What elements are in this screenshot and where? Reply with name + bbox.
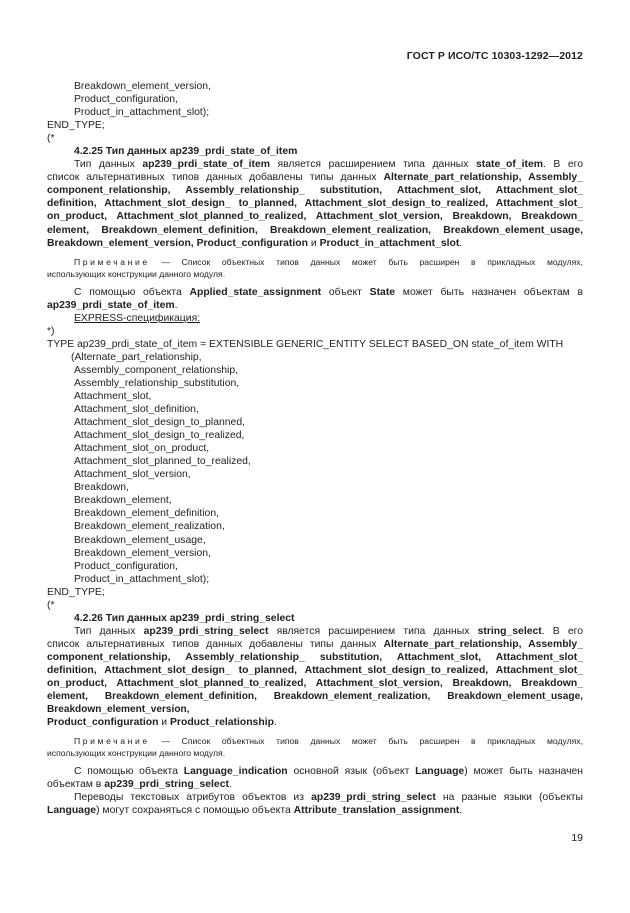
note-line: использующих конструкции данного модуля. — [47, 748, 226, 759]
code-line: Assembly_component_relationship, — [74, 364, 239, 376]
code-line: Breakdown_element, — [74, 495, 172, 507]
code-line: TYPE ap239_prdi_state_of_item = EXTENSIBLE GENERIC_ENTITY SELECT BASED_ON state_of_item WITH — [47, 338, 564, 350]
code-line: Product_in_attachment_slot); — [74, 107, 210, 119]
page-content — [47, 80, 583, 817]
section-heading: 4.2.26 Тип данных ap239_prdi_string_select — [74, 612, 295, 624]
code-line: Attachment_slot_version, — [74, 469, 191, 481]
paragraph-line: definition, Attachment_slot_design_ to_planned, Attachment_slot_design_to_realized, Attachment_slot_ — [47, 198, 583, 210]
code-line: END_TYPE; — [47, 120, 105, 132]
paragraph-line: С помощью объекта Language_indication основной язык (объект Language) может быть назначен — [74, 766, 584, 778]
code-line: Attachment_slot_design_to_planned, — [74, 417, 245, 429]
paragraph-line: on_product, Attachment_slot_planned_to_realized, Attachment_slot_version, Breakdown, Breakdown_ — [47, 211, 583, 223]
paragraph-line: Product_configuration и Product_relationship. — [47, 717, 277, 729]
code-line: Attachment_slot_definition, — [74, 404, 199, 416]
paragraph-line: ap239_prdi_state_of_item. — [47, 299, 178, 311]
code-line: Attachment_slot_design_to_realized, — [74, 430, 245, 442]
paragraph-line: element, Breakdown_element_definition, Breakdown_element_realization, Breakdown_element_usage, Breakdown_element_version, — [47, 691, 583, 716]
paragraph-line: объектам в ap239_prdi_string_select. — [47, 779, 232, 791]
paragraph-line: component_relationship, Assembly_relationship_ substitution, Attachment_slot, Attachment_slot_ — [47, 185, 583, 197]
paragraph-line: definition, Attachment_slot_design_ to_planned, Attachment_slot_design_to_realized, Attachment_slot_ — [47, 664, 583, 676]
note-line: использующих конструкции данного модуля. — [47, 268, 226, 279]
code-line: Attachment_slot_on_product, — [74, 443, 210, 455]
paragraph-line: Переводы текстовых атрибутов объектов из ap239_prdi_string_select на разные языки (объекты — [74, 792, 583, 804]
paragraph-line: Тип данных ap239_prdi_state_of_item является расширением типа данных state_of_item. В его — [74, 159, 583, 171]
express-label: EXPRESS-спецификация: — [74, 312, 201, 324]
code-line: END_TYPE; — [47, 586, 105, 598]
code-line: Breakdown_element_realization, — [74, 521, 225, 533]
code-line: Breakdown_element_version, — [74, 547, 211, 559]
section-heading: 4.2.25 Тип данных ap239_prdi_state_of_item — [74, 146, 298, 158]
paragraph-line: Breakdown_element_version, Product_configuration и Product_in_attachment_slot. — [47, 237, 463, 249]
code-line: (* — [47, 599, 55, 611]
code-line: (Alternate_part_relationship, — [71, 351, 202, 363]
paragraph-line: element, Breakdown_element_definition, Breakdown_element_realization, Breakdown_element_usage, — [47, 224, 583, 236]
note-line: Примечание — Список объектных типов данных может быть расширен в прикладных модулях, — [74, 256, 583, 267]
code-line: Assembly_relationship_substitution, — [74, 377, 240, 389]
paragraph-line: on_product, Attachment_slot_planned_to_realized, Attachment_slot_version, Breakdown, Breakdown_ — [47, 678, 583, 690]
note-line: Примечание — Список объектных типов данных может быть расширен в прикладных модулях, — [74, 736, 583, 747]
code-line: Breakdown_element_definition, — [74, 508, 219, 520]
paragraph-line: С помощью объекта Applied_state_assignment объект State может быть назначен объектам в — [74, 286, 583, 298]
code-line: (* — [47, 133, 55, 145]
page-number: 19 — [571, 832, 583, 844]
paragraph-line: Language) могут сохраняться с помощью объекта Attribute_translation_assignment. — [47, 805, 463, 817]
document-header: ГОСТ Р ИСО/ТС 10303-1292—2012 — [406, 50, 583, 62]
code-line: Product_configuration, — [74, 94, 178, 106]
code-line: Attachment_slot, — [74, 390, 152, 402]
code-line: Product_configuration, — [74, 560, 178, 572]
code-line: Attachment_slot_planned_to_realized, — [74, 456, 251, 468]
code-line: *) — [47, 325, 55, 337]
paragraph-line: список альтернативных типов данных добавлены типы данных Alternate_part_relationship, Assembly_ — [47, 638, 583, 650]
code-line: Breakdown, — [74, 482, 129, 494]
code-line: Breakdown_element_version, — [74, 81, 211, 92]
code-line: Breakdown_element_usage, — [74, 534, 206, 546]
code-line: Product_in_attachment_slot); — [74, 573, 210, 585]
paragraph-line: Тип данных ap239_prdi_string_select является расширением типа данных string_select. В его — [74, 625, 584, 637]
paragraph-line: список альтернативных типов данных добавлены типы данных Alternate_part_relationship, Assembly_ — [47, 172, 583, 184]
paragraph-line: component_relationship, Assembly_relationship_ substitution, Attachment_slot, Attachment_slot_ — [47, 651, 583, 663]
